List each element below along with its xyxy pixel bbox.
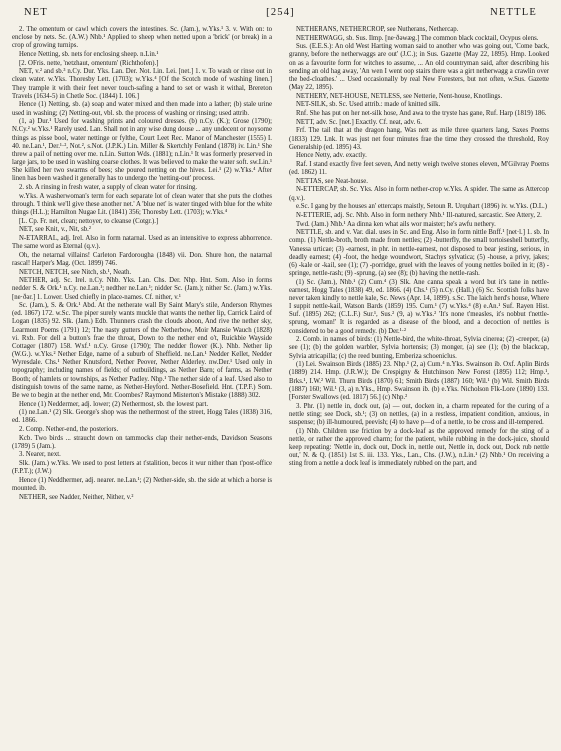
entry-paragraph: NET-SILK, sb. Sc. Used attrib.: made of knitted silk. xyxy=(296,101,441,109)
page-number: [254] xyxy=(266,7,295,18)
entry-paragraph: NET, v.² and sb.³ n.Cy. Dur. Yks. Lan. Der. Not. Lin. Lei. [net.] 1. v. To wash or rinse out in clean water. w.Yks. Thoresby Lett. (1703); w.Yks.⁴ [Of the Scotch mode of washing linen.] They trample it with their feet never touch-safing a hand to set or wash it withal, Brereton Travels (1634-5) in Chetle Soc. (1844) I. 106.] xyxy=(12,68,272,100)
entry-paragraph: (1) Sc. (Jam.), Nhb.¹ (2) Cum.⁴ (3) Slk. Ane canna speak a word but it's tane in nettle-earnest, Hogg Tales (1838) 49, ed. 1866. (4) Chs.¹ (5) n.Cy. (Hall.) (6) Sc. Scottish folks have never taken kindly to nettle kale, Sc. News (Apr. 14, 1899). s.Sc. The laich herd's house, Where I suppit nettle-kail, Watson Bards (1859) 195. Cum.¹ (7) w.Yks.⁴ (8) e.An.¹ Suf. Rayen Hist. Suf. (1895) 262; (C.L.F.) Sur.¹, Sus.² (9, a) w.Yks.² 'It's none t'measles, it's nobbut t'nettle-sprung, woman!' It is regarded as a disease of the blood, and a decoction of nettles is considered to be a good remedy. (b) Der.¹·² xyxy=(289,278,549,335)
entry-paragraph: 2. Comb. in names of birds: (1) Nettle-bird, the white-throat, Sylvia cinerea; (2) -creeper, (a) see (1); (b) the golden warbler, Sylvia hortensis; (3) monger, (a) see (1); (b) the blackcap, Sylvia atricapilla; (c) the reed bunting, Emberiza schoeniclus. xyxy=(289,336,549,360)
entry-paragraph: NETTAS, see Neat-house. xyxy=(296,177,368,185)
entry-paragraph: NETHERY, NET-HOUSE, NETLESS, see Netterie, Nent-house, Knotlings. xyxy=(296,92,503,100)
entry-paragraph: e.Sc. I gang by the houses an' ettercaps maistly, Setoun R. Urquhart (1896) iv. w.Yks. (D.L.) xyxy=(296,203,547,211)
entry-paragraph: (1) ne.Lan.¹ (2) Slk. George's shop was the nethermost of the street, Hogg Tales (1838) 316, ed. 1866. xyxy=(12,409,272,425)
entry-paragraph: NET, see Knit, v., Nit, sb.² xyxy=(19,226,91,234)
entry-paragraph: 3. Phr. (1) nettle in, dock out, (a) — out, docken in, a charm repeated for the curing of a nettle sting; see Dock, sb.¹; (3) on nettles, (a) in a restless, impatient condition, anxious, in suspense; (b) ill-humoured, peevish; (4) to have p—d of a nettle, to be cross and ill-tempered. xyxy=(289,402,549,426)
right-column xyxy=(289,26,549,748)
running-header xyxy=(24,7,537,21)
entry-paragraph: 3. Nearer, next. xyxy=(19,451,61,459)
entry-paragraph: w.Yks. A washerwoman's term for each separate lot of clean water that she puts the clothes through. 'I think we'll give these another net.' A 'blue net' is water tinged with blue for the white things (H.L.); Hamilton Nugae Lit. (1841) 356; Thoresby Lett. (1703); w.Yks.⁴ xyxy=(12,192,272,216)
entry-paragraph: N-ETTERIE, adj. Sc. Nhb. Also in form nethery Nhb.¹ Ill-natured, sarcastic. See Attery, 2. xyxy=(296,211,542,219)
header-right-word: NETTLE xyxy=(490,7,537,18)
entry-paragraph: Rnf. She has put on her net-silk hose, And awa to the tryste has gane, Ruf. Harp (1819) 186. xyxy=(296,110,547,118)
entry-paragraph: NETCH, NETCH, see Nitch, sb.¹, Neath. xyxy=(19,268,132,276)
entry-paragraph: N-ETTERCAP, sb. Sc. Yks. Also in form nether-crop w.Yks. A spider. The same as Attercop (q.v.). xyxy=(289,186,549,202)
entry-paragraph: Hence Netting, sb. nets for enclosing sheep. n.Lin.¹ xyxy=(19,50,159,58)
entry-paragraph: Hence Netty, adv. exactly. xyxy=(296,152,367,160)
entry-paragraph: N-ETARRAL, adj. Irel. Also in form natarnal. Used as an intensitive to express abhorrence. The same word as Eternal (q.v.). xyxy=(12,234,272,251)
left-column xyxy=(12,26,272,748)
entry-paragraph: NETHER, see Nadder, Neither, Nither, v.² xyxy=(19,493,134,501)
entry-paragraph: [2. OFris. nette, 'netzhaut, omentum' (Richthofen).] xyxy=(19,59,159,67)
entry-paragraph: Hence (1) Neddermer, adj. lower; (2) Nethermost, sb. the lowest part. xyxy=(19,400,209,408)
entry-paragraph: NETTLE, sb. and v. Var. dial. uses in Sc. and Eng. Also in form nittle Bnff.¹ [net·l.] 1. sb. In comp. (1) Nettle-broth, broth made from nettles; (2) -butterfly, the small tortoiseshell butterfly, Vanessa urticae; (3) -earnest, in phr. in nettle-earnest, not disposed to bear jesting, serious, in deadly earnest; (4) -foot, the hedge woundwort, Stachys sylvatica; (5) -house, a privy, jakes; (6) -kale or -kail, see (1); (7) -porridge, gruel with the leaves of young nettles boiled in it; (8) -springe, nettle-rash; (9) -sprung, (a) see (8); (b) having the nettle-rash. xyxy=(289,229,549,278)
entry-paragraph: NETHERANS, NETHERCROP, see Nutherans, Nethercap. xyxy=(296,26,459,33)
entry-paragraph: 2. Comp. Nether-end, the posteriors. xyxy=(19,426,119,433)
entry-paragraph: Sc. (Jam.), S. & Ork.¹ Abd. At the netherate wall By Saint Mary's stile, Anderson Rhymes (ed. 1867) 172. w.Sc. The piper surely wants muckle that wants the nether lip, Carrick Laird of Logan (1835) 92. Slk. (Jam.) Edb. Thunners crash the clouds aboon, And rive the nether sky, Learmont Poems (1791) 12; The nasty gutters of the Netherbow, Moir Mansie Wauch (1828) vi. Rxb. For dell a button's frae the throat, Down to the nether end o't, Ruickbie Wayside Cottager (1807) 158. Wxf.¹ n.Cy. Grose (1790); The nedder flower (K.). Nhb. Nether lip (W.G.). w.Yks.² Nether Edge, name of a suburb of Sheffield. ne.Lan.¹ Nedder Kellet, Nedder Wyresdale. Chs.¹ Nether Knutsford, Nether Peover, Nether Alderley. nw.Der.¹ Used only in topography; including names of fields; of outbuildings, as Nether Barn; of farms, as Nether Booth; of hamlets or townships, as Nether Padley. Nhp.¹ The nether side of a leaf. Used also to distinguish towns of the same name, as Nether-Heyford. Nether-Bosefield. Hnt. (T.P.F.) Som. Be we to begin at the nether end, Mr. Coombes? Raymond Misterton's Mistake (1888) 302. xyxy=(12,302,272,399)
entry-paragraph: [L. Cp. Fr. net, clean; nettoyer, to cleanse (Cotgr.).] xyxy=(19,217,159,225)
entry-paragraph: NETHER, adj. Sc. Irel. n.Cy. Nhb. Yks. Lan. Chs. Der. Nhp. Hnt. Som. Also in forms nedder S. & Ork.¹ n.Cy. ne.Lan.¹; nedther ne.Lan.¹; nidder Sc. (Jam.); nither Sc. (Jam.) w.Yks. [ne·ðər.] 1. Lower. Used chiefly in place-names. Cf. nither, v.¹ xyxy=(12,277,272,301)
header-left-word: NET xyxy=(24,7,49,18)
entry-paragraph: Slk. (Jam.) w.Yks. We used to post letters at t'stalition, becos it wur nither than t'post-office (F.P.T.); (J.W.) xyxy=(12,460,272,476)
entry-paragraph: (1) Nhb. Children use friction by a dock-leaf as the approved remedy for the sting of a nettle, or rather the approved charm; for the patient, while rubbing in the dock-juice, should keep repeating: 'Nettle in, dock out, Dock in, nettle out, Nettle in, dock out, Dock rub nettle out,' N. & Q. (1851) 1st S. iii. 133. Yks., Lan., Chs. (J.W.), n.Lin.¹ (2) Nhb.¹ On receiving a sting from a nettle a dock leaf is immediately rubbed on the part, and xyxy=(289,427,549,468)
entry-paragraph: Hence (1) Neddhermer, adj. nearer. ne.Lan.¹; (2) Nether-side, sb. the side at which a horse is mounted. ib. xyxy=(12,476,272,493)
entry-paragraph: Twd. (Jam.) Nhb.¹ Aa dinna ken what ails wor maister; he's awfu nethery. xyxy=(296,220,496,228)
entry-paragraph: Raf. I stand exactly five feet seven, And netty weigh twelve stones eleven, M'Gilvray Poems (ed. 1862) 11. xyxy=(289,161,549,177)
entry-paragraph: (1, a) Dur.¹ Used for washing prints and coloured dresses. (b) n.Cy. (K.); Grose (1790); N.Cy.² w.Yks.¹ Rarely used. Lan. Shall not in any wise dung douse ... any undecent or noysome things as pisse bool, water nettinge or fylthe, Court Leet Rec. Manor of Manchester (1555) I. 40. ne.Lan.¹, Der.¹·², Not.², s.Not. (J.P.K.) Lin. Miller & Skertchly Fenland (1878) iv. Lin.¹ She threw a pail of netting over me. n.Lin. Sutton Wds. (1881); n.Lin.¹ It was formerly preserved in large jars, to be used in washing coarse clothes. It was believed to make the water soft. sw.Lin.¹ She killed her two swarms of bees; she poured netting on the hives. Lei.¹ (2) w.Yks.⁴ After linen has been washed it generally has to undergo the 'netting-out' process. xyxy=(12,118,272,183)
entry-paragraph: (1) Lei. Swainson Birds (1885) 23. Nhp.¹ (2, a) Cum.⁴ n.Yks. Swainson ib. Oxf. Aplin Birds (1889) 214. Hmp. (J.R.W.); De Crespigny & Hutchinson New Forest (1895) 112; Hmp.¹, Brks.¹, I.W.² Wil. Thurn Birds (1870) 61; Smith Birds (1887) 160; Wil.¹ (b) Wil. Smith Birds (1887) 160; Wil.¹ (3, a) n.Yks., Hmp. Swainson ib. (b) e.Yks. Nicholson Flk-Lore (1890) 133. [Forster Swallows (ed. 1817) 56.] (c) Nhp.² xyxy=(289,361,549,401)
entry-paragraph: 2. sb. A rinsing in fresh water, a supply of clean water for rinsing. xyxy=(19,183,198,191)
entry-paragraph: NETT, adv. Sc. [net.] Exactly. Cf. neat, adv. 6. xyxy=(296,118,422,126)
entry-paragraph: Hence (1) Netting, sb. (a) soap and water mixed and then made into a lather; (b) stale urine used in washing; (2) Netting-out, vbl. sb. the process of washing or rinsing; used attrib. xyxy=(12,101,272,117)
entry-paragraph: Kcb. Two birds ... straucht down on tammocks clap their nether-ends, Davidson Seasons (1789) 5 (Jam.). xyxy=(12,434,272,450)
entry-paragraph: NETHERWAGG, sb. Sus. Ilmp. [ne·ðəwæg.] The common black cocktail, Ocypus olens. xyxy=(296,34,539,42)
entry-paragraph: Sus. (E.E.S.): An old West Harting woman said to another who was going out, 'Come back, granny, before the netherwaggs are out' (J.C.); in Sus. Gazette (May 22, 1895). Hmp. Looked on as a favourite form for witches to assume, ... An old countryman said, after describing his sending an old hag away, 'An wen I went oop stairs there was a girt netherwagg a crawlin over the bed-cloathes.' ... Used occasionally by real New Foresters, but not often, w.Sus. Gazette (May 22, 1895). xyxy=(289,43,549,92)
entry-paragraph: Frf. The tail that at the dragon hang, Was nett as mile three quarters lang, Saxes Poems (1833) 129. Lnk. It was just net four minutes frae the time they crossed the threshold, Roy Generalship (ed. 1895) 43. xyxy=(289,127,549,151)
entry-paragraph: 2. The omentum or cawl which covers the intestines. Sc. (Jam.), w.Yks.¹ 3. v. With on: to enclose by nets. Sc. (A.W.) Nhb.¹ Applied to sheep when netted upon a 'brick' (or break) in a crop of growing turnips. xyxy=(12,26,272,50)
entry-paragraph: Oh, the netarnal villains! Carleton Fardorougha (1848) vii. Don. Shure hon, the natarnal rascal! Harper's Mag. (Oct. 1899) 746. xyxy=(12,251,272,267)
